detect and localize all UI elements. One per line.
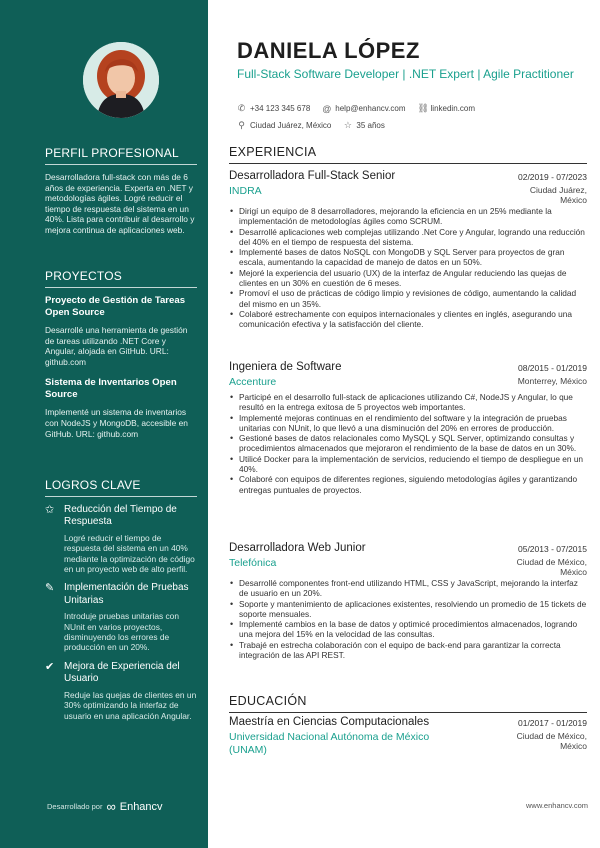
education-location-line: México [560, 741, 587, 751]
education-subheader [229, 731, 587, 757]
bullet-item: • Trabajé en estrecha colaboración con el equipo de back-end para garantizar la correcta integración de las API REST. [229, 640, 587, 661]
project-item [45, 377, 197, 439]
bullet-item: • Implementé bases de datos NoSQL con MongoDB y SQL Server para proyectos de gran escala, aumentando la capacidad de manejo de datos en un 50%. [229, 247, 587, 268]
job-dates: 05/2013 - 07/2015 [517, 544, 587, 554]
pen-icon: ✎ [45, 582, 55, 595]
degree-title: Maestría en Ciencias Computacionales [229, 716, 430, 728]
job-subheader [229, 376, 587, 388]
location-text: Ciudad Juárez, México [250, 121, 332, 130]
achievements-heading: LOGROS CLAVE [45, 478, 197, 497]
brand-logo[interactable] [106, 799, 162, 814]
email-icon: @ [322, 103, 332, 114]
avatar [83, 42, 159, 118]
bullet-item: • Mejoré la experiencia del usuario (UX) de la interfaz de Angular reduciendo las quejas de clientes en un 30% en cuestión de 6 meses. [229, 268, 587, 289]
profile-section [45, 146, 197, 236]
job-bullets [229, 578, 587, 660]
phone-contact[interactable] [237, 103, 310, 114]
achievement-description: Logré reducir el tiempo de respuesta del sistema en un 40% mediante la optimización de código en un proyecto web de alto perfil. [64, 532, 195, 575]
made-by-label: Desarrollado por [47, 802, 103, 811]
projects-heading: PROYECTOS [45, 269, 197, 288]
job-company: Accenture [229, 376, 277, 388]
contact-row [237, 103, 487, 114]
achievement-description: Reduje las quejas de clientes en un 30% optimizando la interfaz de usuario en una aplicación Angular. [64, 689, 197, 721]
job-company: Telefónica [229, 557, 277, 569]
project-title: Proyecto de Gestión de Tareas Open Source [45, 295, 186, 318]
bullet-item: • Dirigí un equipo de 8 desarrolladores, mejorando la eficiencia en un 25% mediante la implementación de metodologías ágiles como SCRUM. [229, 206, 587, 227]
job-header [229, 542, 587, 554]
candidate-name: DANIELA LÓPEZ [237, 38, 420, 63]
job-entry [229, 361, 587, 495]
job-subheader [229, 557, 587, 577]
star-icon: ☆ [343, 120, 352, 130]
brand-name: Enhancv [119, 800, 163, 813]
achievement-item [45, 661, 197, 721]
bullet-item: • Utilicé Docker para la implementación de servicios, reduciendo el tiempo de despliegue en un 40%. [229, 454, 587, 475]
experience-heading: EXPERIENCIA [229, 145, 587, 164]
profile-photo [83, 42, 159, 118]
job-location-line: México [560, 567, 587, 577]
job-subheader [229, 185, 587, 205]
project-description: Implementé un sistema de inventarios con NodeJS y MongoDB, accesible en GitHub. URL: github.com [45, 407, 188, 439]
job-dates: 02/2019 - 07/2023 [517, 172, 587, 182]
achievement-item [45, 582, 197, 652]
sidebar [0, 0, 208, 848]
contact-info [237, 103, 487, 137]
job-location-line: Ciudad de México, [516, 557, 587, 567]
phone-icon: ✆ [237, 103, 246, 113]
job-location-line: México [560, 195, 587, 205]
bullet-item: • Colaboré estrechamente con equipos internacionales y clientes en inglés, asegurando una comunicación efectiva y la satisfacción del cliente. [229, 309, 587, 330]
job-location-line: Monterrey, México [517, 376, 587, 386]
projects-section [45, 269, 197, 439]
school-name: Universidad Nacional Autónoma de México (UNAM) [229, 731, 430, 756]
profile-heading: PERFIL PROFESIONAL [45, 146, 197, 165]
email-contact[interactable] [322, 104, 405, 114]
education-location-line: Ciudad de México, [516, 731, 587, 741]
project-item [45, 295, 197, 367]
project-title: Sistema de Inventarios Open Source [45, 377, 177, 401]
job-header [229, 170, 587, 182]
bullet-item: • Desarrollé componentes front-end utilizando HTML, CSS y JavaScript, mejorando la interfaz de usuario en un 20%. [229, 578, 587, 599]
job-title: Ingeniera de Software [229, 361, 342, 373]
education-heading: EDUCACIÓN [229, 694, 587, 713]
profile-text: Desarrolladora full-stack con más de 6 años de experiencia. Experta en .NET y metodologías ágiles. Logré reducir el tiempo de respuesta del sistema en un 40%. Lista para contribuir al desarrollo y mejora continua de aplicaciones web. [45, 172, 195, 235]
star-outline-icon: ✩ [45, 504, 55, 516]
bullet-item: • Implementé cambios en la base de datos y optimicé procedimientos almacenados, logrando una mejora del 15% en la velocidad de las consultas. [229, 619, 587, 640]
linkedin-contact[interactable] [418, 103, 475, 114]
education-header [229, 716, 587, 728]
project-description: Desarrollé una herramienta de gestión de tareas utilizando .NET Core y Angular, alojada en GitHub. URL: github.com [45, 325, 188, 367]
contact-row [237, 120, 487, 131]
achievement-title: Reducción del Tiempo de Respuesta [64, 504, 177, 528]
sidebar-footer [47, 799, 163, 814]
location-contact [237, 120, 331, 131]
candidate-title: Full-Stack Software Developer | .NET Expert | Agile Practitioner [237, 67, 574, 81]
location-pin-icon: ⚲ [238, 120, 245, 130]
bullet-item: • Soporte y mantenimiento de aplicaciones existentes, resolviendo un promedio de 15 tickets de soporte mensuales. [229, 599, 587, 620]
bullet-item: • Participé en el desarrollo full-stack de aplicaciones utilizando C#, NodeJS y Angular, lo que resultó en la entrega exitosa de 5 proyectos web importantes. [229, 392, 587, 413]
job-bullets [229, 392, 587, 495]
job-location [518, 376, 587, 386]
achievements-section [45, 478, 197, 729]
achievement-item [45, 504, 197, 574]
achievement-title: Mejora de Experiencia del Usuario [64, 660, 180, 685]
email-text: help@enhancv.com [335, 104, 406, 113]
achievement-title: Implementación de Pruebas Unitarias [64, 582, 189, 606]
bullet-item: • Promoví el uso de prácticas de código limpio y revisiones de código, aumentando la calidad del mismo en un 35%. [229, 288, 587, 309]
footer-url[interactable]: www.enhancv.com [526, 801, 588, 810]
bullet-item: • Colaboré con equipos de diferentes regiones, siguiendo metodologías ágiles y garantizando entregas puntuales de proyectos. [229, 474, 587, 495]
job-header [229, 361, 587, 373]
bullet-item: • Desarrollé aplicaciones web complejas utilizando .Net Core y Angular, logrando una reducción del 40% en el tiempo de respuesta del sistema. [229, 227, 587, 248]
job-dates: 08/2015 - 01/2019 [517, 363, 587, 373]
bullet-item: • Gestioné bases de datos relacionales como MySQL y SQL Server, optimizando consultas y procedimientos almacenados que mejoraron el rendimiento de la base de datos en un 30%. [229, 433, 587, 454]
achievement-description: Introduje pruebas unitarias con NUnit en varios proyectos, disminuyendo los errores de producción en un 20%. [64, 611, 179, 653]
job-entry [229, 170, 587, 330]
job-location [517, 557, 587, 577]
job-bullets [229, 206, 587, 330]
phone-text: +34 123 345 678 [250, 104, 311, 113]
years-text: 35 años [356, 121, 385, 130]
link-icon: ⛓ [417, 103, 429, 113]
job-company: INDRA [229, 185, 262, 197]
years-contact [343, 120, 384, 131]
linkedin-text: linkedin.com [430, 104, 475, 113]
education-entry [229, 716, 587, 757]
job-title: Desarrolladora Full-Stack Senior [229, 170, 396, 182]
infinity-logo-icon: ∞ [106, 799, 116, 814]
education-location [517, 731, 587, 751]
bullet-item: • Implementé mejoras continuas en el rendimiento del software y la integración de pruebas unitarias con NUnit, lo que llevó a una disminución del 20% en errores de producción. [229, 413, 587, 434]
job-entry [229, 542, 587, 660]
education-dates: 01/2017 - 01/2019 [517, 718, 587, 728]
job-location-line: Ciudad Juárez, [529, 185, 587, 195]
job-title: Desarrolladora Web Junior [229, 542, 366, 554]
check-icon: ✔ [45, 660, 55, 673]
job-location [530, 185, 587, 205]
